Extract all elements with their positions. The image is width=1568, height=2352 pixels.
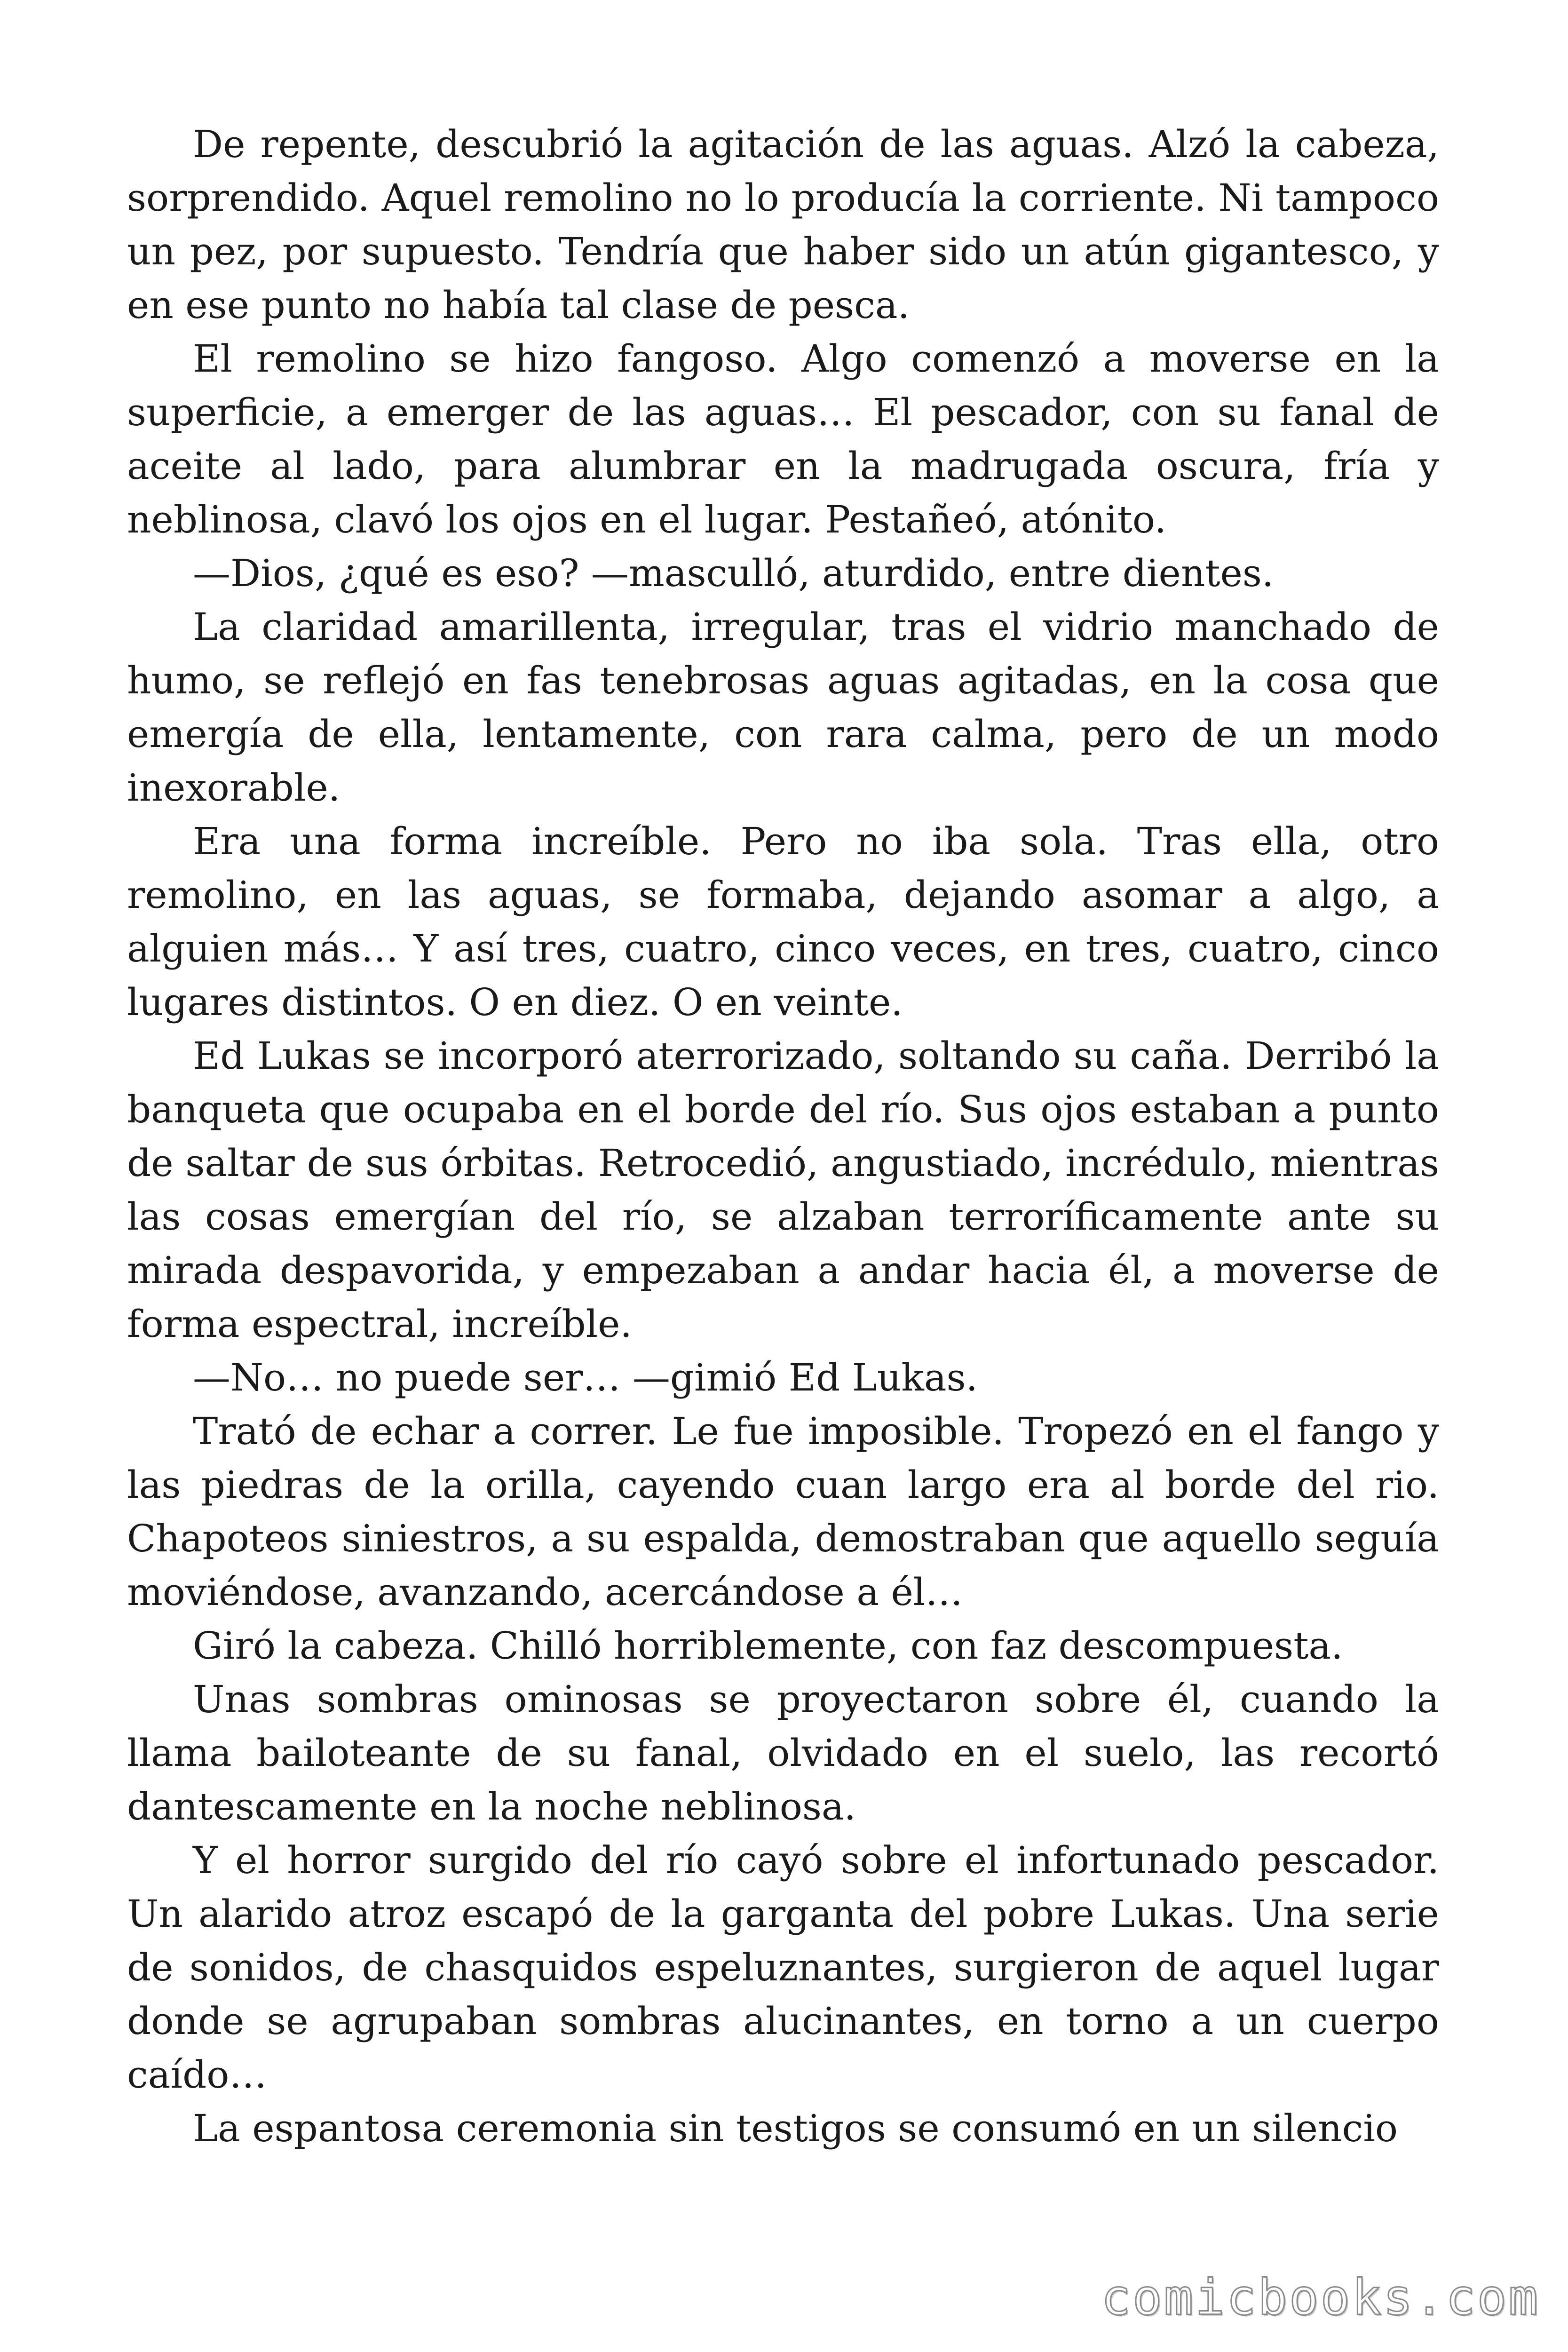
paragraph: De repente, descubrió la agitación de las aguas. Alzó la cabeza, sorprendido. Aquel remolino no lo producía la corriente. Ni tampoco un pez, por supuesto. Tendría que haber sido un atún gigantesco, y en ese punto no había tal clase de pesca.: [127, 122, 1439, 327]
paragraph: El remolino se hizo fangoso. Algo comenzó a moverse en la superficie, a emerger de las aguas… El pescador, con su fanal de aceite al lado, para alumbrar en la madrugada oscura, fría y neblinosa, clavó los ojos en el lugar. Pestañeó, atónito.: [127, 337, 1439, 541]
paragraph: —Dios, ¿qué es eso? —masculló, aturdido, entre dientes.: [193, 551, 1274, 595]
page-body: [127, 118, 1439, 2155]
watermark: comicbooks.com: [1101, 2269, 1540, 2326]
paragraph: La claridad amarillenta, irregular, tras el vidrio manchado de humo, se reflejó en fas tenebrosas aguas agitadas, en la cosa que emergía de ella, lentamente, con rara calma, pero de un modo inexorable.: [127, 605, 1439, 810]
paragraph: Era una forma increíble. Pero no iba sola. Tras ella, otro remolino, en las aguas, se formaba, dejando asomar a algo, a alguien más… Y así tres, cuatro, cinco veces, en tres, cuatro, cinco lugares distintos. O en diez. O en veinte.: [127, 819, 1439, 1024]
paragraph: —No… no puede ser… —gimió Ed Lukas.: [193, 1356, 978, 1399]
paragraph: Giró la cabeza. Chilló horriblemente, con faz descompuesta.: [193, 1624, 1343, 1668]
paragraph: La espantosa ceremonia sin testigos se consumó en un silencio: [193, 2106, 1398, 2150]
paragraph: Y el horror surgido del río cayó sobre el infortunado pescador. Un alarido atroz escapó de la garganta del pobre Lukas. Una serie de sonidos, de chasquidos espeluznantes, surgieron de aquel lugar donde se agrupaban sombras alucinantes, en torno a un cuerpo caído…: [127, 1838, 1439, 2097]
paragraph: Unas sombras ominosas se proyectaron sobre él, cuando la llama bailoteante de su fanal, olvidado en el suelo, las recortó dantescamente en la noche neblinosa.: [127, 1677, 1439, 1828]
paragraph: Ed Lukas se incorporó aterrorizado, soltando su caña. Derribó la banqueta que ocupaba en el borde del río. Sus ojos estaban a punto de saltar de sus órbitas. Retrocedió, angustiado, incrédulo, mientras las cosas emergían del río, se alzaban terroríficamente ante su mirada despavorida, y empezaban a andar hacia él, a moverse de forma espectral, increíble.: [127, 1034, 1439, 1346]
paragraph: Trató de echar a correr. Le fue imposible. Tropezó en el fango y las piedras de la orilla, cayendo cuan largo era al borde del rio. Chapoteos siniestros, a su espalda, demostraban que aquello seguía moviéndose, avanzando, acercándose a él…: [127, 1409, 1439, 1614]
